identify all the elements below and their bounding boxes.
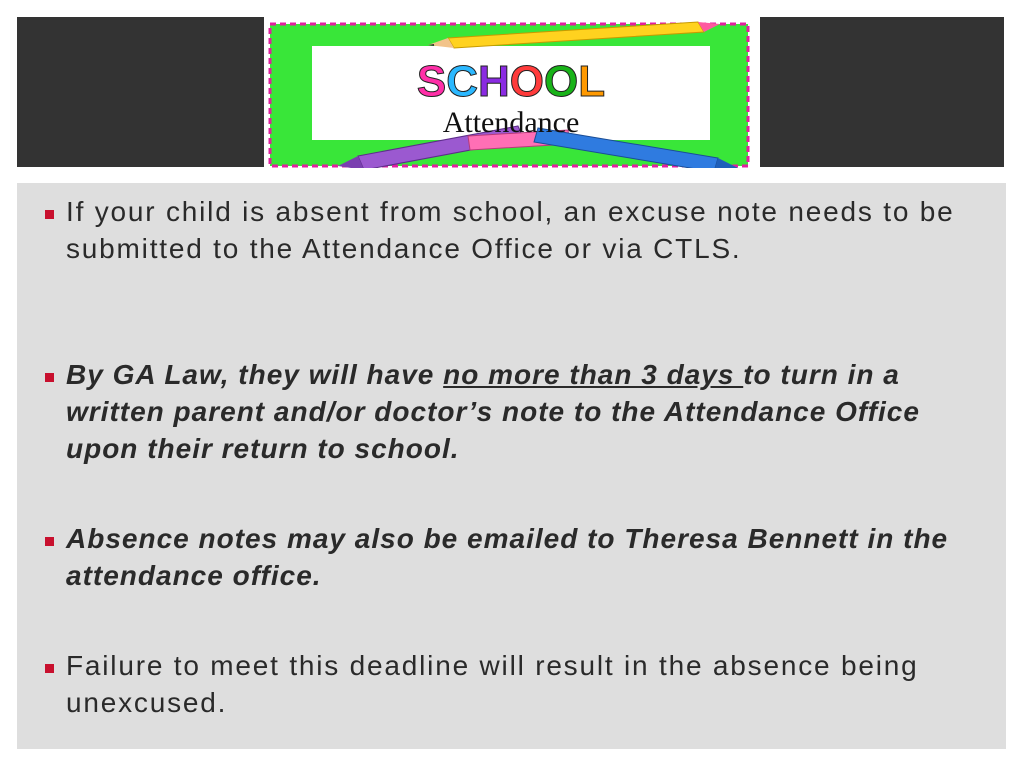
bullet-text: If your child is absent from school, an excuse note needs to be submitted to the Attendance Office or via CTLS.: [66, 196, 955, 264]
header-band-right: [760, 17, 1004, 167]
logo-title-letter: S: [416, 57, 447, 106]
bullet-text: [66, 356, 975, 467]
bullet-marker-icon: [45, 373, 54, 382]
bullet-text: Failure to meet this deadline will result in the absence being unexcused.: [66, 650, 919, 718]
bullet-marker-icon: [45, 537, 54, 546]
logo-subtitle: Attendance: [442, 106, 580, 139]
bullet-text: Absence notes may also be emailed to Theresa Bennett in the attendance office.: [66, 523, 949, 591]
content-panel: [17, 183, 1006, 749]
school-attendance-logo: [268, 18, 752, 168]
logo-title-letter: O: [509, 57, 545, 106]
logo-title: [417, 57, 605, 106]
logo-title-letter: L: [578, 57, 606, 106]
bullet-text-before: By GA Law, they will have: [66, 359, 444, 390]
bullet-marker-icon: [45, 210, 54, 219]
header-band-left: [17, 17, 264, 167]
bullet-absence-excuse-note: [45, 193, 975, 267]
bullet-marker-icon: [45, 664, 54, 673]
logo-title-letter: O: [544, 57, 579, 106]
logo-title-letter: H: [478, 57, 510, 106]
logo-title-letter: C: [446, 57, 478, 106]
bullet-text-after: to turn in a written parent and/or doctor’s note to the Attendance Office upon their return to school.: [66, 359, 920, 464]
deadline-underlined: no more than 3 days: [443, 359, 744, 390]
bullet-email-notes: [45, 520, 975, 594]
bullet-ga-law: [45, 356, 975, 467]
bullet-deadline-failure: [45, 647, 975, 721]
